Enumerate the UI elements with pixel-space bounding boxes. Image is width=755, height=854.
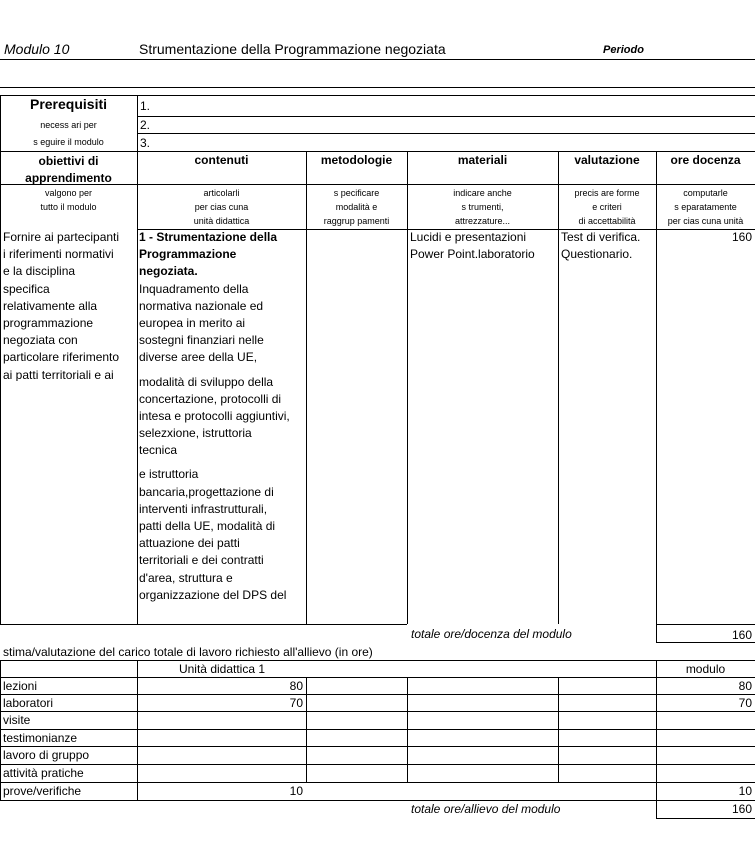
col-header-valutazione: valutazione — [574, 153, 640, 167]
header-rule — [0, 87, 755, 88]
col-header-materiali: materiali — [457, 153, 508, 167]
periodo-label: Periodo — [603, 44, 644, 56]
grid-line — [0, 782, 755, 783]
totale-docenza-label: totale ore/docenza del modulo — [411, 627, 572, 641]
grid-line — [558, 677, 559, 783]
stima-title: stima/valutazione del carico totale di lavoro richiesto all'allievo (in ore) — [3, 645, 373, 659]
grid-line — [0, 746, 755, 747]
row-label-visite: visite — [3, 713, 31, 727]
prereq-item: 2. — [140, 118, 151, 132]
row-label-lezioni: lezioni — [3, 679, 38, 693]
header-underline — [0, 59, 755, 60]
prereq-sub2: s eguire il modulo — [33, 137, 104, 147]
hint-valutazione: precis are forme e criteri di accettabilità — [574, 188, 640, 227]
module-number: Modulo 10 — [4, 41, 70, 57]
grid-line — [0, 729, 755, 730]
row-modulo-lezioni: 80 — [738, 679, 752, 693]
grid-line — [0, 151, 755, 152]
ore-docenza-value: 160 — [731, 230, 752, 244]
col-header-obiettivi: obiettivi di apprendimento — [25, 154, 112, 185]
obiettivi-text: Fornire ai partecipanti i riferimenti normativi e la disciplina specifica relativamente alla programmazione negoziata con particolare riferimento ai patti territoriali e ai — [3, 230, 120, 381]
module-title: Strumentazione della Programmazione negoziata — [139, 41, 446, 57]
row-label-testimonianze: testimonianze — [3, 731, 78, 745]
hint-metodologie: s pecificare modalità e raggrup pamenti — [323, 188, 390, 227]
grid-line — [137, 133, 755, 134]
row-ud1-lezioni: 80 — [289, 679, 303, 693]
grid-line — [306, 677, 307, 783]
grid-line — [0, 800, 755, 801]
grid-line — [0, 764, 755, 765]
contenuti-text: 1 - Strumentazione della Programmazione negoziata. Inquadramento della normativa nazionale ed europea in merito ai sostegni finanziari nelle diverse aree della UE, modalità di sviluppo della concertazione, protocolli di intesa e protocolli aggiuntivi, selezxione, istruttoria tecnica e istruttoria bancaria,progettazione di interventi infrastrutturali, patti della UE, modalità di attuazione dei patti territoriali e dei contratti d'area, struttura e organizzazione del DPS del — [139, 230, 290, 602]
materiali-text: Lucidi e presentazioni Power Point.laboratorio — [410, 230, 535, 262]
totale-allievo-label: totale ore/allievo del modulo — [411, 802, 561, 816]
hint-contenuti: articolarli per cias cuna unità didattica — [193, 188, 250, 227]
grid-line — [656, 642, 755, 643]
grid-line — [0, 660, 1, 800]
row-label-laboratori: laboratori — [3, 696, 54, 710]
modulo-header: modulo — [685, 662, 726, 676]
totale-allievo-value: 160 — [731, 802, 752, 816]
grid-line — [0, 660, 755, 661]
grid-line — [0, 677, 755, 678]
row-label-prove: prove/verifiche — [3, 784, 82, 798]
prereq-title: Prerequisiti — [29, 96, 108, 112]
hint-ore: computarle s eparatamente per cias cuna unità — [667, 188, 744, 227]
col-header-ore: ore docenza — [670, 153, 741, 167]
grid-line — [0, 711, 755, 712]
grid-line — [137, 116, 755, 117]
grid-line — [656, 818, 755, 819]
valutazione-text: Test di verifica. Questionario. — [561, 230, 641, 262]
col-header-contenuti: contenuti — [194, 153, 249, 167]
row-modulo-laboratori: 70 — [738, 696, 752, 710]
prereq-item: 3. — [140, 136, 151, 150]
grid-line — [656, 624, 755, 625]
grid-line — [137, 95, 138, 624]
prereq-item: 1. — [140, 99, 151, 113]
row-label-attivita-pratiche: attività pratiche — [3, 766, 84, 780]
row-ud1-laboratori: 70 — [289, 696, 303, 710]
grid-line — [0, 624, 407, 625]
grid-line — [0, 694, 755, 695]
row-label-lavoro-gruppo: lavoro di gruppo — [3, 748, 90, 762]
hint-materiali: indicare anche s trumenti, attrezzature... — [453, 188, 512, 227]
totale-docenza-value: 160 — [731, 628, 752, 642]
hint-obiettivi: valgono per tutto il modulo — [40, 188, 97, 213]
row-modulo-prove: 10 — [738, 784, 752, 798]
grid-line — [0, 95, 1, 624]
unit-header: Unità didattica 1 — [178, 662, 266, 676]
grid-line — [407, 677, 408, 783]
row-ud1-prove: 10 — [289, 784, 303, 798]
col-header-metodologie: metodologie — [320, 153, 393, 167]
prereq-sub1: necess ari per — [40, 120, 97, 130]
